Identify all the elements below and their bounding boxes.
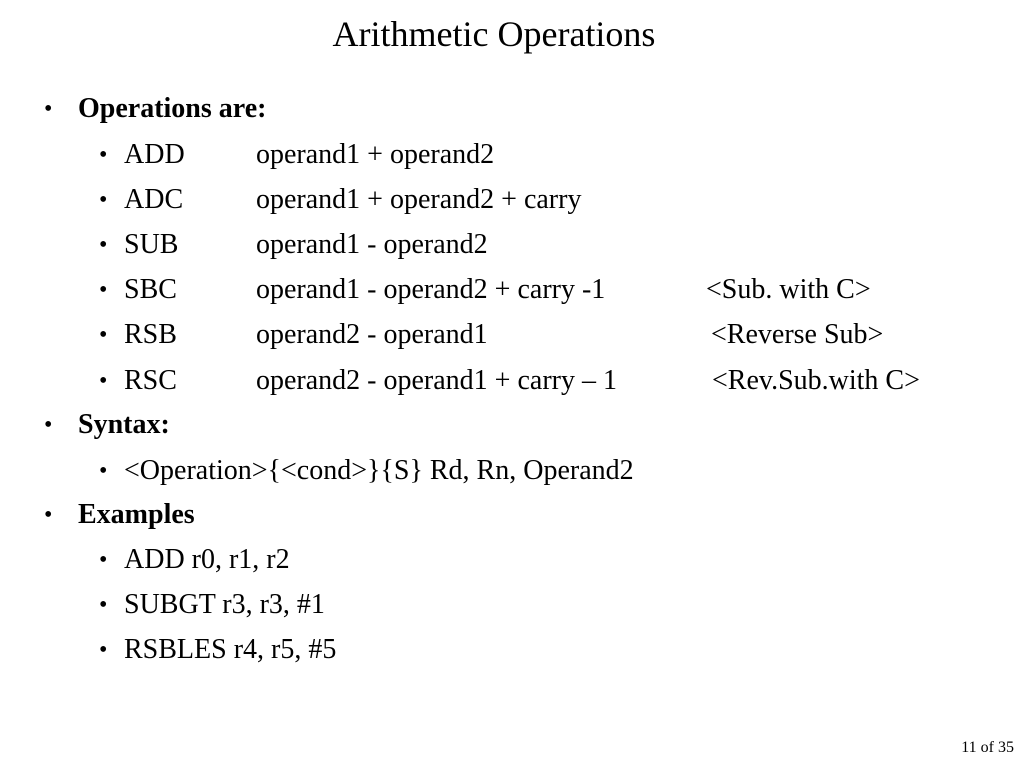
operation-mnemonic: ADC xyxy=(124,184,184,215)
bullet-glyph: • xyxy=(99,458,108,484)
syntax-item xyxy=(99,454,634,488)
bullet-operations-heading xyxy=(44,92,267,126)
operation-row xyxy=(99,273,924,307)
examples-heading: Examples xyxy=(78,499,195,530)
operation-mnemonic: SBC xyxy=(124,274,177,305)
operation-mnemonic: RSC xyxy=(124,365,177,396)
example-text: ADD r0, r1, r2 xyxy=(124,544,290,575)
bullet-glyph: • xyxy=(99,547,108,573)
operation-mnemonic: ADD xyxy=(124,139,185,170)
operation-description: operand1 - operand2 xyxy=(256,229,488,260)
bullet-glyph: • xyxy=(99,322,108,348)
operation-row xyxy=(99,138,495,172)
bullet-glyph: • xyxy=(99,277,108,303)
bullet-glyph: • xyxy=(44,412,53,438)
page-number: 11 of 35 xyxy=(961,739,1014,756)
operation-note: <Rev.Sub.with C> xyxy=(712,365,920,396)
operation-note: <Reverse Sub> xyxy=(711,319,884,350)
operation-description: operand1 - operand2 + carry -1 xyxy=(256,274,606,305)
example-item xyxy=(99,588,325,622)
bullet-glyph: • xyxy=(99,592,108,618)
operation-row xyxy=(99,228,488,262)
example-item xyxy=(99,633,337,667)
operation-row xyxy=(99,183,582,217)
syntax-heading: Syntax: xyxy=(78,409,170,440)
operation-row xyxy=(99,318,944,352)
example-text: RSBLES r4, r5, #5 xyxy=(124,634,337,665)
bullet-glyph: • xyxy=(44,96,53,122)
operation-note: <Sub. with C> xyxy=(706,274,871,305)
bullet-glyph: • xyxy=(99,368,108,394)
operation-row xyxy=(99,364,984,398)
operation-description: operand1 + operand2 xyxy=(256,139,495,170)
example-item xyxy=(99,543,290,577)
operation-description: operand2 - operand1 + carry – 1 xyxy=(256,365,617,396)
operation-mnemonic: RSB xyxy=(124,319,177,350)
operation-description: operand2 - operand1 xyxy=(256,319,488,350)
bullet-syntax-heading xyxy=(44,408,170,442)
bullet-examples-heading xyxy=(44,498,195,532)
bullet-glyph: • xyxy=(99,187,108,213)
operations-heading: Operations are: xyxy=(78,93,267,124)
bullet-glyph: • xyxy=(44,502,53,528)
operation-mnemonic: SUB xyxy=(124,229,179,260)
syntax-text: <Operation>{<cond>}{S} Rd, Rn, Operand2 xyxy=(124,455,634,486)
bullet-glyph: • xyxy=(99,142,108,168)
bullet-glyph: • xyxy=(99,637,108,663)
slide-title: Arithmetic Operations xyxy=(332,14,656,54)
bullet-glyph: • xyxy=(99,232,108,258)
operation-description: operand1 + operand2 + carry xyxy=(256,184,582,215)
example-text: SUBGT r3, r3, #1 xyxy=(124,589,325,620)
